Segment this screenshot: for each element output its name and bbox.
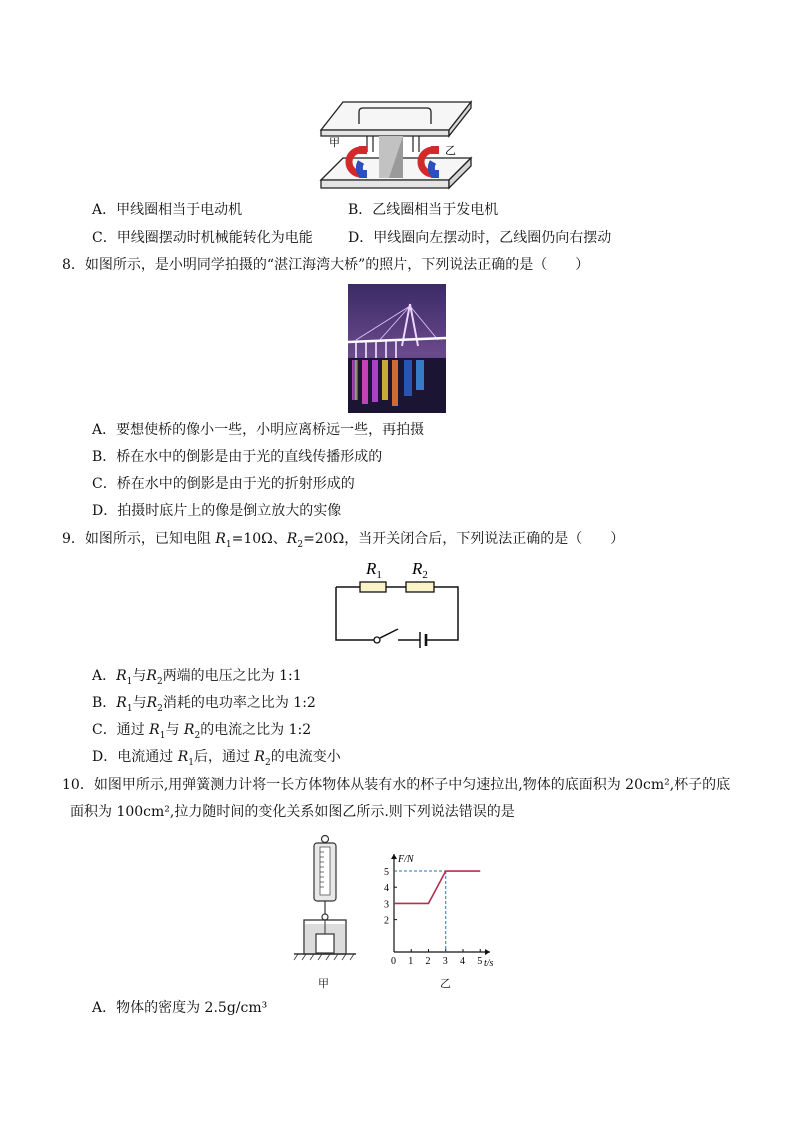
q9-stem-r1: R [215,531,226,547]
q9-option-c: C．通过 $R_1$与 $R_2$的电流之比为 1:2 [92,722,312,741]
q7-option-b: B．乙线圈相当于发电机 [348,202,499,218]
y-tick-label: 2 [384,915,389,927]
q10-label-jia: 甲 [318,977,329,990]
q10-force-time-chart [378,842,504,970]
resistor-r1 [360,582,386,592]
q10-stem-line1: 10．如图甲所示,用弹簧测力计将一长方体物体从装有水的杯子中匀速拉出,物体的底面积为 20cm²,杯子的底 [62,777,731,793]
resistor-r2 [406,582,434,592]
x-tick-label: 0 [391,956,396,967]
q7-option-a: A．甲线圈相当于电动机 [92,202,243,218]
q7-label-jia: 甲 [329,136,340,149]
x-tick-label: 5 [477,956,483,967]
q9-option-a: A．$R_1$与$R_2$两端的电压之比为 1:1 [92,668,302,687]
series-line-force [394,871,480,903]
q7-magnet-figure [315,96,475,194]
q10-option-a: A．物体的密度为 2.5g/cm³ [92,1000,268,1016]
q9-option-b: B．$R_1$与$R_2$消耗的电功率之比为 1:2 [92,695,316,714]
y-tick-label: 4 [384,883,389,895]
switch-arm [380,629,398,638]
q9-stem-suffix: =20Ω，当开关闭合后，下列说法正确的是（ ） [303,531,625,547]
x-axis-arrow [485,949,490,955]
x-tick-label: 4 [459,956,465,967]
circuit-label-r1: $R_1$ [366,559,382,581]
q9-stem-r2-sub: 2 [297,539,304,550]
y-axis-label: F/N [398,854,414,865]
q7-label-yi: 乙 [445,144,456,157]
q8-bridge-photo [348,284,446,413]
q9-stem-mid: =10Ω、 [231,531,287,547]
q9-stem-r2: R [286,531,298,547]
x-axis-label: t/s [484,958,494,969]
q9-option-d: D．电流通过 $R_1$后，通过 $R_2$的电流变小 [92,749,341,768]
q10-spring-scale-figure [290,834,360,962]
x-tick-label: 3 [442,956,448,967]
q9-stem [62,529,624,555]
q9-circuit-diagram [330,556,464,656]
q8-option-a: A．要想使桥的像小一些，小明应离桥远一些，再拍摄 [92,422,425,438]
circuit-label-r2: $R_2$ [412,559,428,581]
switch-pivot [374,637,380,643]
y-tick-label: 5 [384,867,389,879]
y-tick-label: 3 [384,899,389,911]
x-tick-label: 2 [425,956,431,967]
q9-stem-prefix: 9．如图所示，已知电阻 [62,531,216,547]
q7-option-d: D．甲线圈向左摆动时，乙线圈仍向右摆动 [348,230,612,246]
q8-option-c: C．桥在水中的倒影是由于光的折射形成的 [92,476,355,492]
q7-option-c: C．甲线圈摆动时机械能转化为电能 [92,230,313,246]
y-axis-arrow [391,854,397,859]
q8-stem: 8．如图所示，是小明同学拍摄的“湛江海湾大桥”的照片，下列说法正确的是（ ） [62,257,590,273]
x-tick-label: 1 [408,956,414,967]
q10-label-yi: 乙 [440,977,451,990]
q9-stem-r1-sub: 1 [225,539,232,550]
q8-option-b: B．桥在水中的倒影是由于光的直线传播形成的 [92,449,383,465]
q10-stem-line2: 面积为 100cm²,拉力随时间的变化关系如图乙所示.则下列说法错误的是 [70,804,515,820]
q8-option-d: D．拍摄时底片上的像是倒立放大的实像 [92,503,342,519]
